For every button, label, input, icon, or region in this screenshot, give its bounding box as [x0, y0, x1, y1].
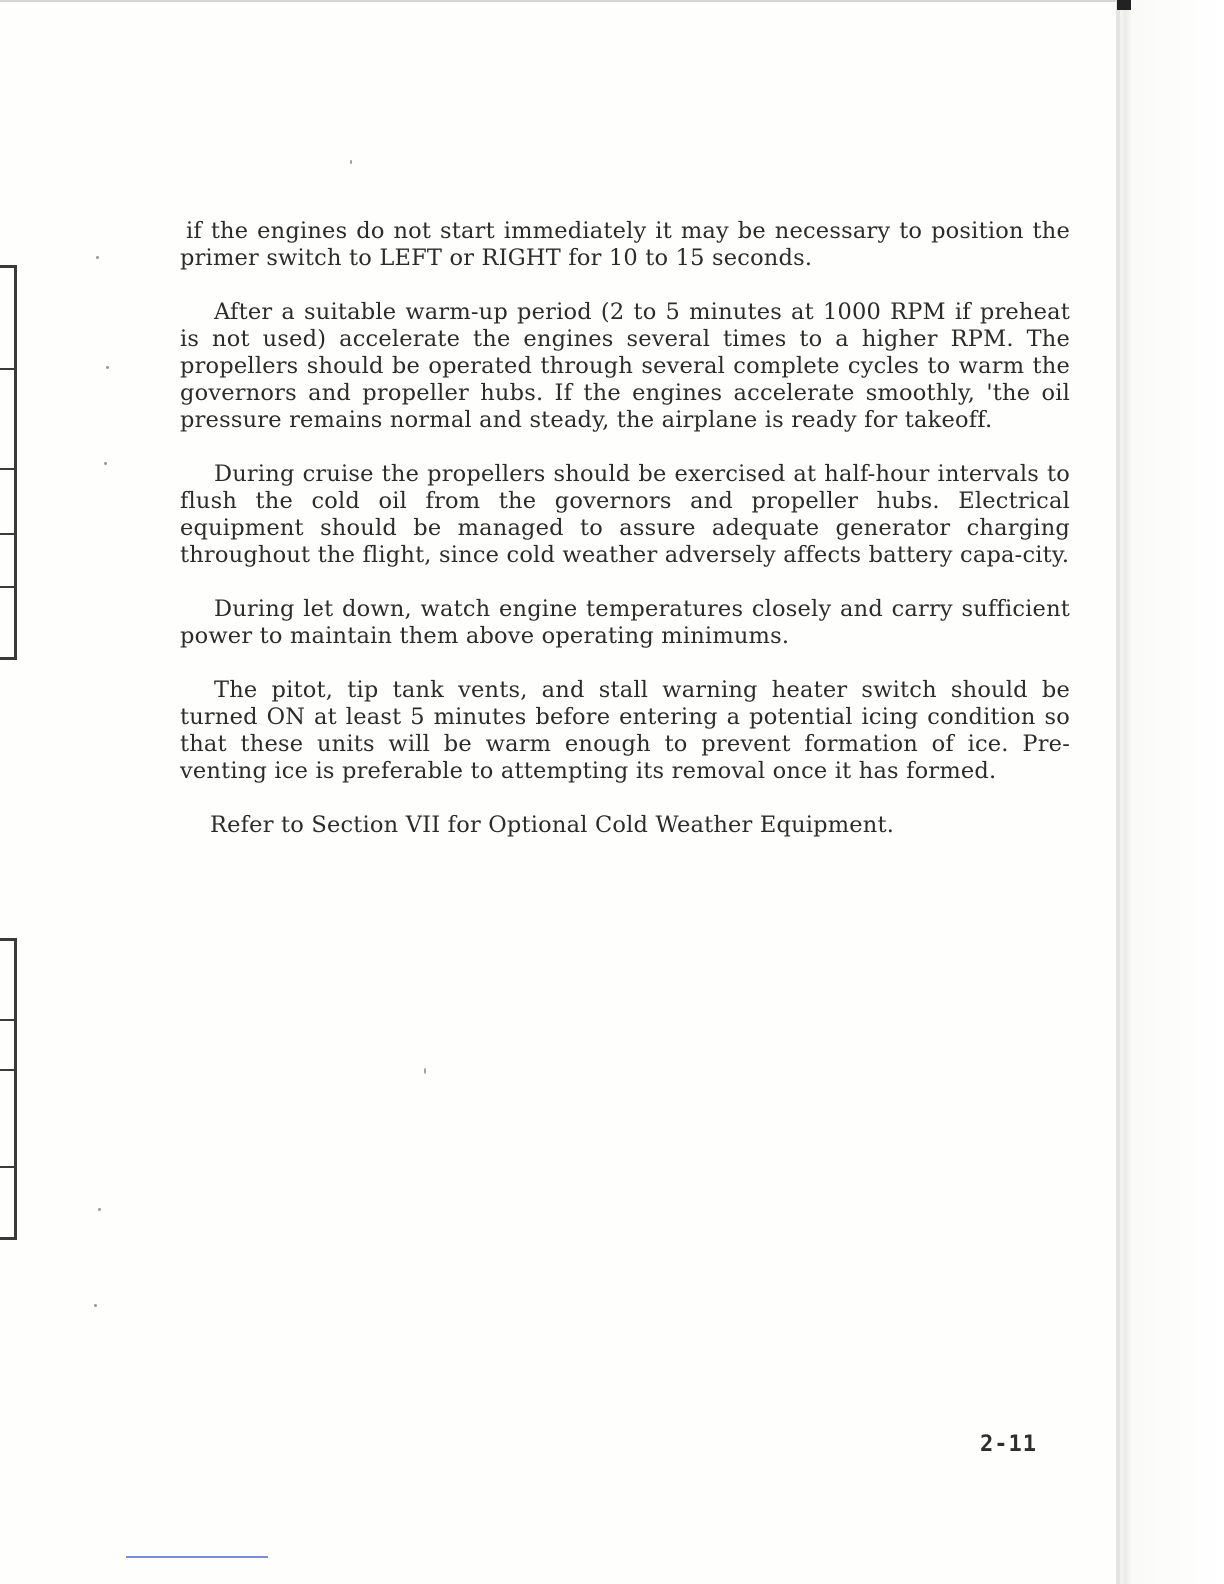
scan-speck: [424, 1068, 426, 1074]
scan-speck: [106, 366, 109, 369]
left-index-tab-upper: [0, 265, 17, 660]
paragraph-let-down: During let down, watch engine temperatures closely and carry sufficient power to maintain them above operating minimums.: [180, 596, 1070, 649]
paragraph-warm-up: After a suitable warm-up period (2 to 5 minutes at 1000 RPM if preheat is not used) accelerate the engines several times to a higher RPM. The propellers should be operated through several complete cycles to warm the governors and propeller hubs. If the engines accelerate smoothly, 'the oil pressure remains normal and steady, the airplane is ready for takeoff.: [180, 299, 1070, 433]
binding-shadow: [1116, 0, 1120, 1584]
paragraph-primer-switch: if the engines do not start immediately it may be necessary to position the primer switch to LEFT or RIGHT for 10 to 15 seconds.: [180, 218, 1070, 271]
top-edge-rule: [0, 0, 1130, 2]
paragraph-icing: The pitot, tip tank vents, and stall warning heater switch should be turned ON at least 5 minutes before entering a potential icing condition so that these units will be warm enough to prevent formation of ice. Pre-venting ice is preferable to attempting its removal once it has formed.: [180, 677, 1070, 784]
tab-divider: [0, 533, 14, 535]
body-text: [180, 218, 1070, 866]
page-number: 2-11: [980, 1432, 1037, 1457]
scan-speck: [98, 1208, 101, 1211]
scan-speck: [104, 462, 107, 465]
tab-divider: [0, 1019, 14, 1021]
scan-speck: [350, 160, 352, 164]
tab-divider: [0, 1069, 14, 1071]
paragraph-reference: Refer to Section VII for Optional Cold Weather Equipment.: [210, 812, 895, 838]
page-right-margin: [1120, 0, 1224, 1584]
tab-divider: [0, 586, 14, 588]
bottom-scan-line: [126, 1556, 268, 1558]
scan-speck: [94, 1304, 97, 1307]
tab-divider: [0, 1166, 14, 1168]
tab-divider: [0, 468, 14, 470]
left-index-tab-lower: [0, 938, 17, 1240]
paragraph-cruise: During cruise the propellers should be exercised at half-hour intervals to flush the cold oil from the governors and propeller hubs. Electrical equipment should be managed to assure adequate generator charging throughout the flight, since cold weather adversely affects battery capa-city.: [180, 461, 1070, 568]
tab-divider: [0, 368, 14, 370]
corner-mark: [1117, 0, 1131, 10]
scan-speck: [96, 256, 99, 259]
